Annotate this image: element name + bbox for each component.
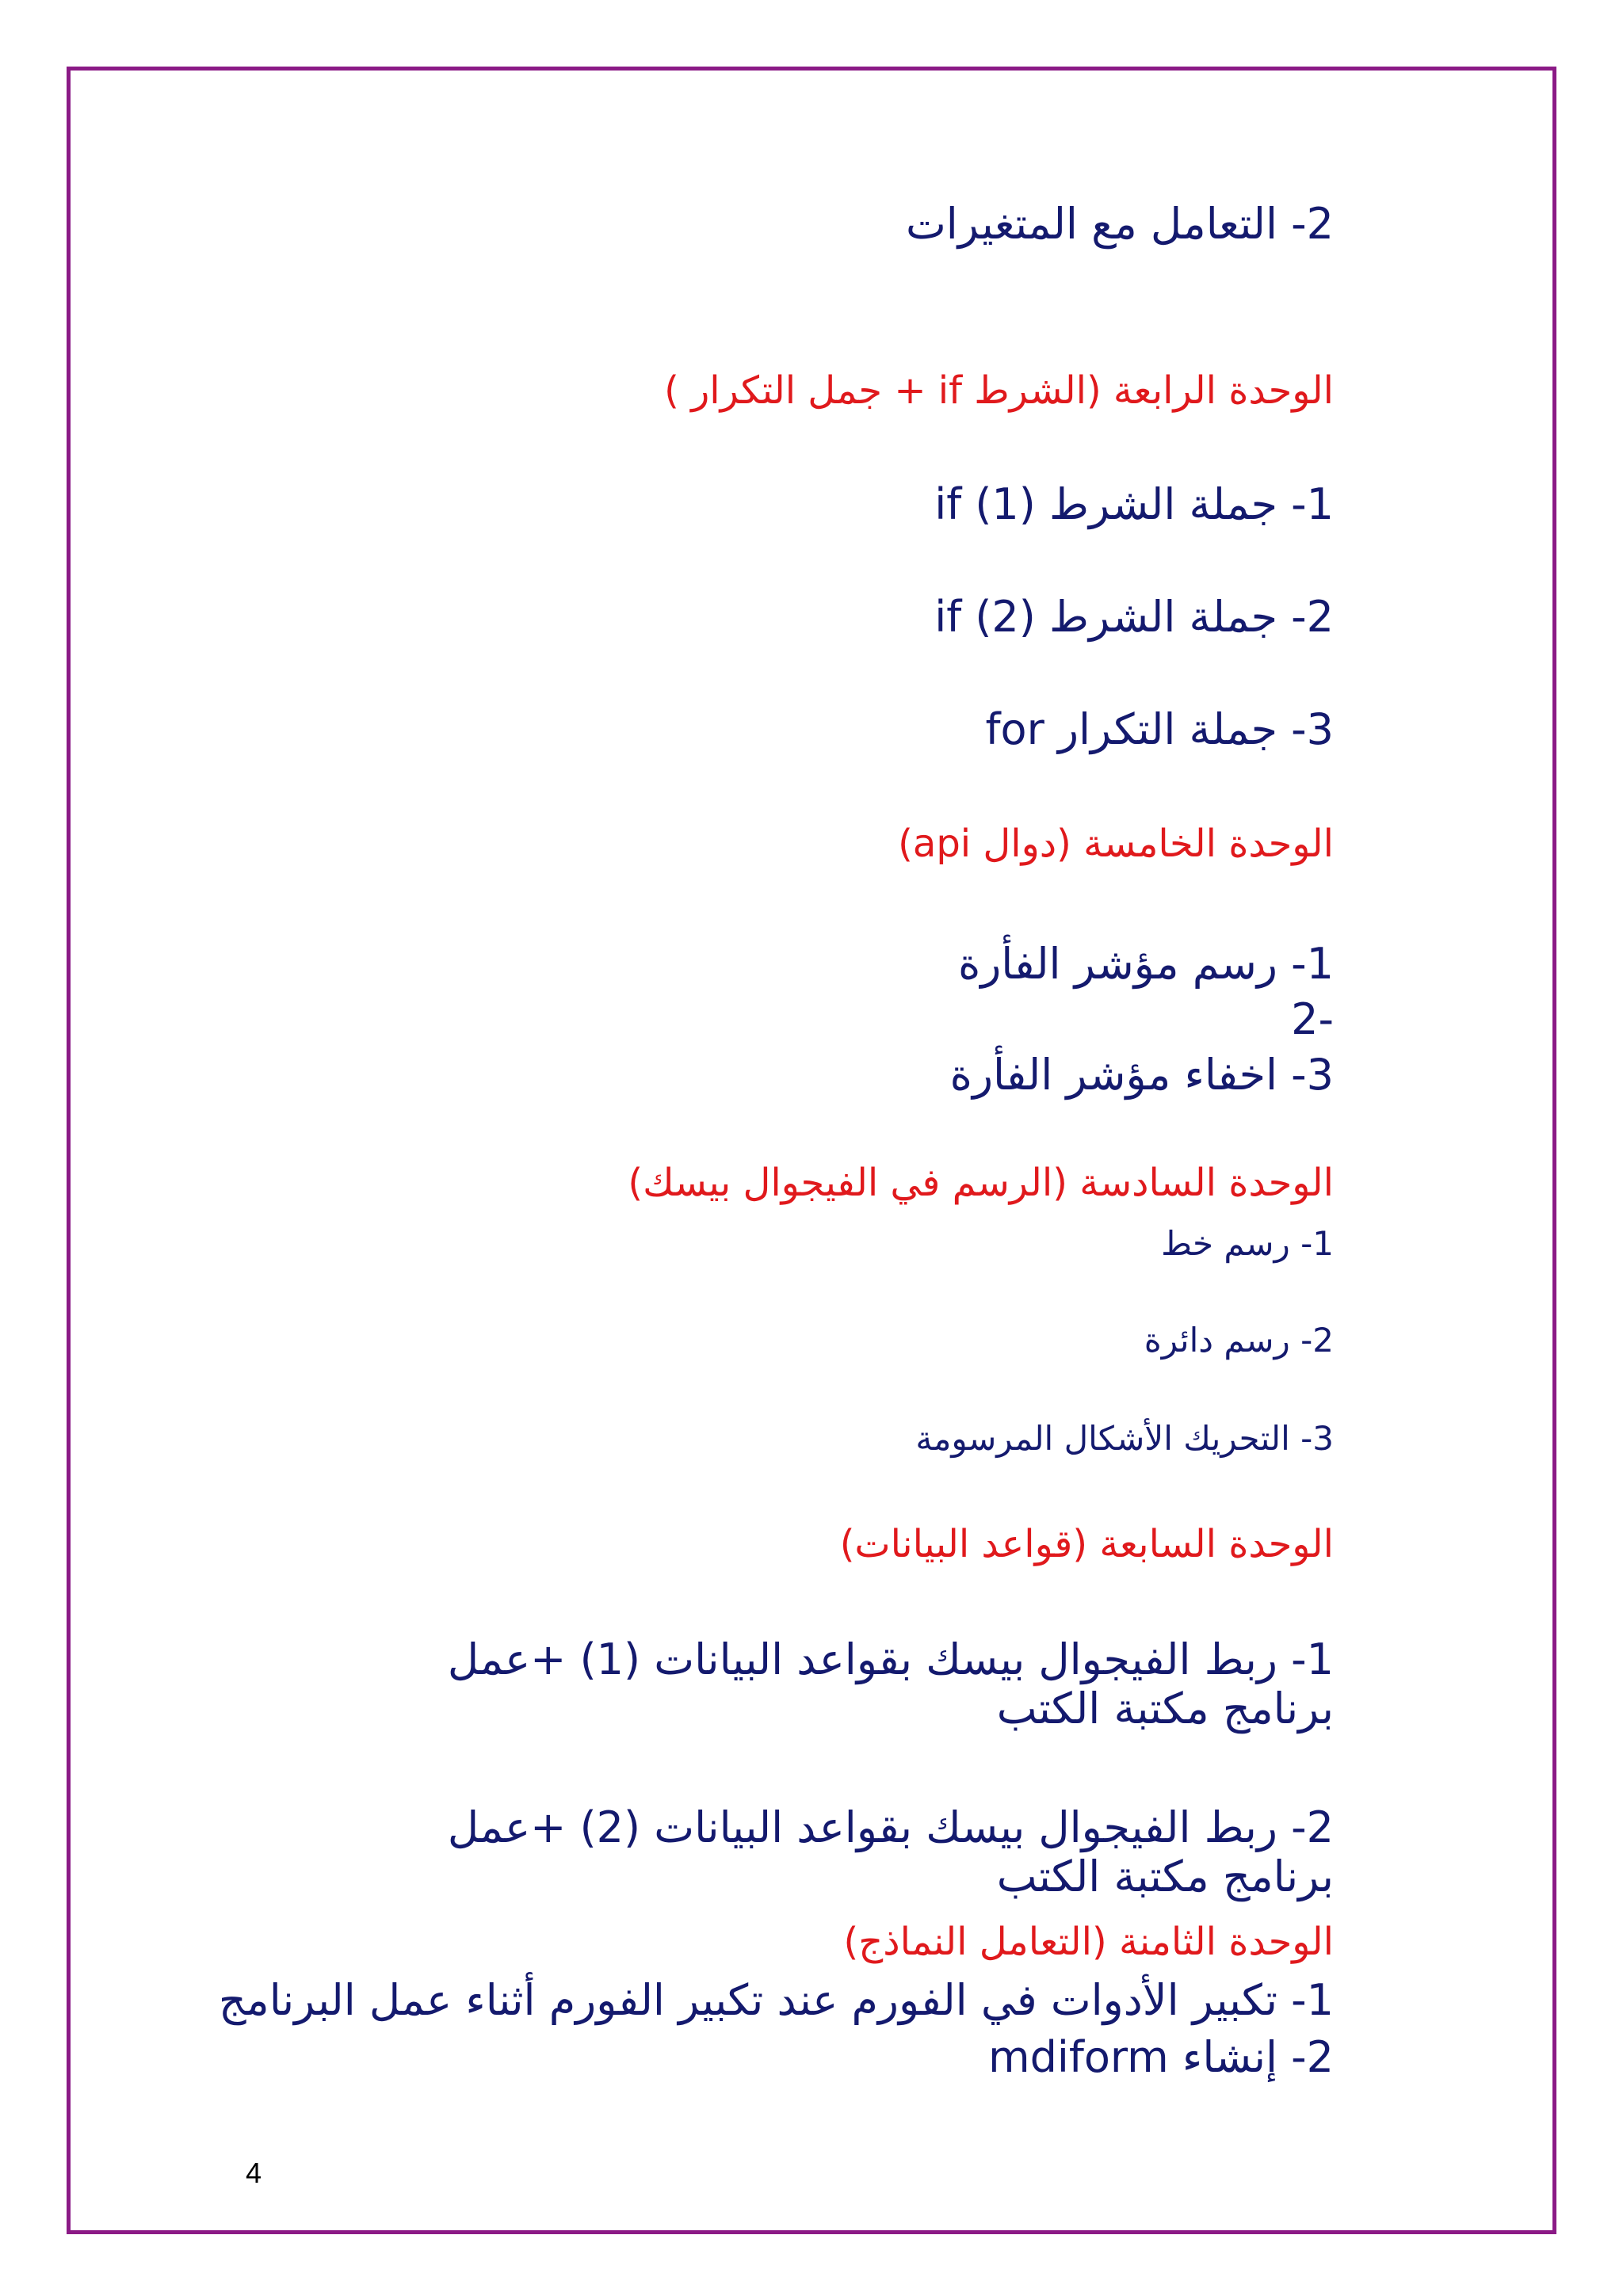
list-item: 1- رسم مؤشر الفأرة — [957, 939, 1334, 989]
list-item: 2- إنشاء mdiform — [987, 2032, 1334, 2082]
list-item: 2- رسم دائرة — [1144, 1321, 1334, 1360]
list-item: 1- ربط الفيجوال بيسك بقواعد البيانات (1) +عمل برنامج مكتبة الكتب — [447, 1634, 1334, 1734]
section-heading: الوحدة السابعة (قواعد البيانات) — [839, 1522, 1334, 1566]
list-item: 2- التعامل مع المتغيرات — [905, 199, 1334, 249]
section-heading: الوحدة الثامنة (التعامل النماذج) — [843, 1920, 1334, 1964]
list-item: 2- جملة الشرط if (2) — [934, 592, 1334, 642]
list-item: 3- التحريك الأشكال المرسومة — [915, 1419, 1334, 1458]
section-heading: الوحدة الرابعة (الشرط if + جمل التكرار ) — [664, 368, 1334, 413]
page-number: 4 — [246, 2157, 262, 2189]
section-heading: الوحدة السادسة (الرسم في الفيجوال بيسك) — [628, 1161, 1334, 1205]
list-item: 1- تكبير الأدوات في الفورم عند تكبير الفورم أثناء عمل البرنامج — [218, 1975, 1334, 2025]
list-item: 2- — [1291, 994, 1334, 1044]
list-item: 1- جملة الشرط if (1) — [934, 479, 1334, 529]
list-item: 1- رسم خط — [1161, 1224, 1334, 1263]
section-heading: الوحدة الخامسة (دوال api) — [898, 822, 1334, 866]
list-item: 3- جملة التكرار for — [985, 704, 1334, 754]
list-item: 3- اخفاء مؤشر الفأرة — [949, 1050, 1334, 1100]
list-item: 2- ربط الفيجوال بيسك بقواعد البيانات (2) +عمل برنامج مكتبة الكتب — [447, 1802, 1334, 1902]
